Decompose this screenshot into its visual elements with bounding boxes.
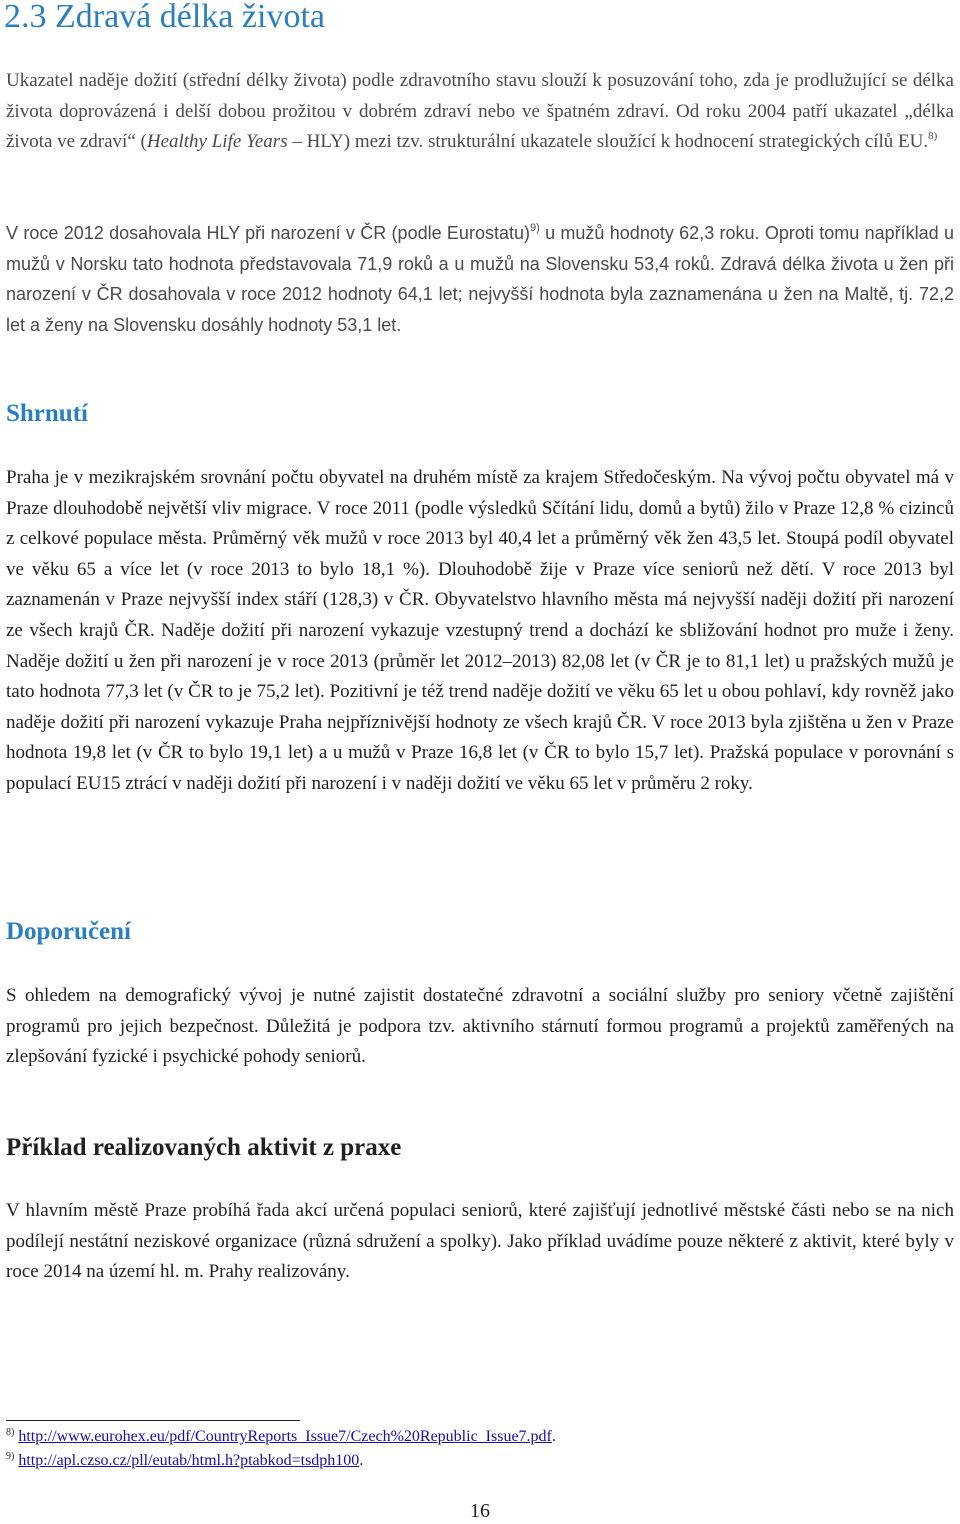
intro-paragraph	[6, 66, 954, 158]
examples-heading: Příklad realizovaných aktivit z praxe	[6, 1134, 402, 1161]
footnote-divider	[6, 1420, 300, 1421]
hly-text-1: V roce 2012 dosahovala HLY při narození v ČR (podle Eurostatu)	[6, 223, 530, 243]
footnote-ref-9[interactable]: 9)	[529, 222, 540, 234]
intro-text-1: Ukazatel naděje dožití (střední délky života) podle zdravotního stavu slouží k posuzování toho, zda je prodlužující se délka života doprovázená i delší dobou prožitou v dobrém zdraví nebo ve špatném zdraví. Od roku 2004 patří ukazatel „délka života ve zdraví“ (	[6, 70, 954, 153]
hly-paragraph	[6, 218, 954, 340]
footnote-9	[6, 1452, 363, 1470]
page-number: 16	[470, 1500, 490, 1522]
intro-italic-term: Healthy Life Years	[146, 131, 288, 153]
footnote-link[interactable]: http://apl.czso.cz/pll/eutab/html.h?ptabkod=tsdph100	[18, 1452, 360, 1469]
section-heading: 2.3 Zdravá délka života	[4, 0, 325, 35]
examples-text: V hlavním městě Praze probíhá řada akcí určená populaci seniorů, které zajišťují jednotlivé městské části nebo se na nich podílejí nestátní neziskové organizace (různá sdružení a spolky). Jako příklad uvádíme pouze některé z aktivit, které byly v roce 2014 na území hl. m. Prahy realizovány.	[6, 1200, 954, 1283]
recommendation-heading: Doporučení	[6, 918, 131, 945]
intro-text-2: – HLY) mezi tzv. strukturální ukazatele sloužící k hodnocení strategických cílů EU.	[287, 131, 929, 153]
footnote-ref-8[interactable]: 8)	[928, 130, 938, 143]
examples-paragraph	[6, 1196, 954, 1288]
summary-text: Praha je v mezikrajském srovnání počtu obyvatel na druhém místě za krajem Středočeským. Na vývoj počtu obyvatel má v Praze dlouhodobě největší vliv migrace. V roce 2011 (podle výsledků Sčítání lidu, domů a bytů) žilo v Praze 12,8 % cizinců z celkové populace města. Průměrný věk mužů v roce 2013 byl 40,4 let a průměrný věk žen 43,5 let. Stoupá podíl obyvatel ve věku 65 a více let (v roce 2013 to bylo 18,1 %). Dlouhodobě žije v Praze více seniorů než dětí. V roce 2013 byl zaznamenán v Praze nejvyšší index stáří (128,3) v ČR. Obyvatelstvo hlavního města má nejvyšší naději dožití při narození ze všech krajů ČR. Naděje dožití při narození vykazuje vzestupný trend a dochází ke sbližování hodnot pro muže i ženy. Naděje dožití u žen při narození je v roce 2013 (průměr let 2012–2013) 82,08 let (v ČR je to 81,1 let) u pražských mužů je tato hodnota 77,3 let (v ČR to je 75,2 let). Pozitivní je též trend naděje dožití ve věku 65 let u obou pohlaví, kdy rovněž jako naděje dožití při narození vykazuje Praha nejpříznivější hodnoty ze všech krajů ČR. V roce 2013 byla zjištěna u žen v Praze hodnota 19,8 let (v ČR to bylo 19,1 let) a u mužů v Praze 16,8 let (v ČR to bylo 15,7 let). Pražská populace v porovnání s populací EU15 ztrácí v naději dožití při narození i v naději dožití ve věku 65 let v průměru 2 roky.	[6, 467, 954, 794]
footnote-mark: 8)	[6, 1427, 15, 1438]
hly-text-2: u mužů hodnoty 62,3 roku. Oproti tomu například u mužů v Norsku tato hodnota představovala 71,9 roků a u mužů na Slovensku 53,4 roků. Zdravá délka života u žen při narození v ČR dosahovala v roce 2012 hodnoty 64,1 let; nejvyšší hodnota byla zaznamenána u žen na Maltě, tj. 72,2 let a ženy na Slovensku dosáhly hodnoty 53,1 let.	[6, 223, 954, 335]
footnote-link[interactable]: http://www.eurohex.eu/pdf/CountryReports_Issue7/Czech%20Republic_Issue7.pdf	[18, 1428, 552, 1445]
footnote-8	[6, 1428, 556, 1446]
recommendation-text: S ohledem na demografický vývoj je nutné zajistit dostatečné zdravotní a sociální služby pro seniory včetně zajištění programů pro jejich bezpečnost. Důležitá je podpora tzv. aktivního stárnutí formou programů a projektů zaměřených na zlepšování fyzické i psychické pohody seniorů.	[6, 985, 954, 1068]
summary-heading: Shrnutí	[6, 400, 88, 427]
footnote-tail: .	[551, 1428, 556, 1445]
summary-paragraph	[6, 463, 954, 800]
footnote-tail: .	[359, 1452, 364, 1469]
footnote-mark: 9)	[6, 1451, 15, 1462]
recommendation-paragraph	[6, 981, 954, 1073]
